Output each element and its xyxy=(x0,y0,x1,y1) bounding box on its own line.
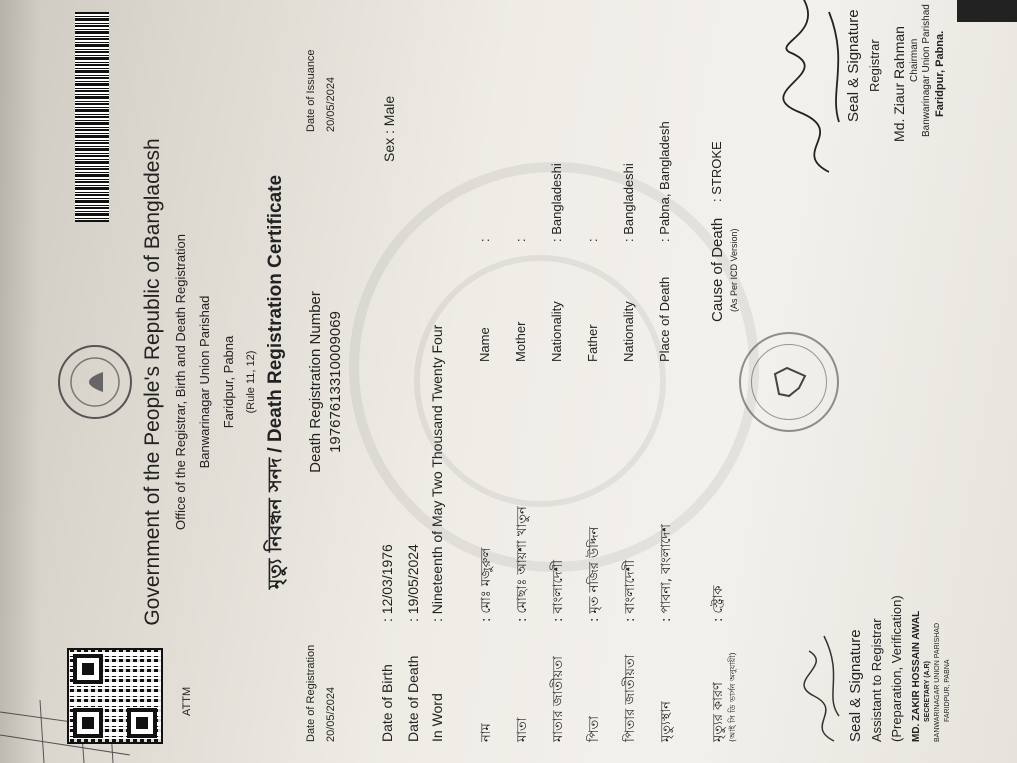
dod-value: : 19/05/2024 xyxy=(405,544,421,622)
right-name: Md. Ziaur Rahman xyxy=(891,26,907,142)
mother-label-en: Mother xyxy=(513,321,528,362)
left-loc: FARIDPUR, PABNA xyxy=(944,659,951,722)
left-handwritten-signature xyxy=(794,626,854,746)
barcode xyxy=(75,12,109,222)
left-name: MD. ZAKIR HOSSAIN AWAL xyxy=(911,610,922,742)
name-value-bn: : মোঃ মজুরুল xyxy=(479,547,494,622)
right-seal-signature-label: Seal & Signature xyxy=(845,9,862,122)
name-value-en: : xyxy=(477,238,492,242)
qr-code xyxy=(67,648,163,744)
in-word-label: In Word xyxy=(429,693,445,742)
left-role-detail: (Preparation, Verification) xyxy=(889,595,904,742)
left-seal-signature-label: Seal & Signature xyxy=(847,629,864,742)
mother-nationality-label-en: Nationality xyxy=(549,301,564,362)
date-of-issuance-value: 20/05/2024 xyxy=(325,76,337,132)
place-value-bn: : পাবনা, বাংলাদেশ xyxy=(659,524,674,622)
mother-nationality-value-bn: : বাংলাদেশী xyxy=(551,559,566,622)
certificate-title-bn: মৃত্যু নিবন্ধন সনদ xyxy=(264,457,286,590)
left-org: BANWARINAGAR UNION PARISHAD xyxy=(934,622,941,742)
in-word-value: : Nineteenth of May Two Thousand Twenty Four xyxy=(429,324,445,622)
right-title: Chairman xyxy=(909,38,920,82)
sex-value: Sex : Male xyxy=(381,95,397,162)
bangladesh-emblem-icon xyxy=(55,342,135,422)
left-role: Assistant to Registrar xyxy=(869,618,884,742)
watermark-seal-inner xyxy=(414,255,666,507)
name-label-bn: নাম xyxy=(479,723,494,742)
left-title: SECRETARY (A.R) xyxy=(924,661,931,722)
right-loc: Faridpur, Pabna. xyxy=(934,30,946,117)
father-value-bn: : মৃত নজির উদ্দিন xyxy=(587,526,602,622)
place-label-en: Place of Death xyxy=(657,276,672,362)
father-nationality-label-en: Nationality xyxy=(621,301,636,362)
mother-nationality-value-en: : Bangladeshi xyxy=(549,163,564,242)
union-parishad-stamp xyxy=(739,332,839,432)
rule-line: (Rule 11, 12) xyxy=(245,350,257,414)
date-of-registration-label: Date of Registration xyxy=(305,644,317,742)
cause-label-en: Cause of Death xyxy=(709,217,726,322)
father-nationality-value-en: : Bangladeshi xyxy=(621,163,636,242)
name-label-en: Name xyxy=(477,327,492,362)
certificate-title xyxy=(261,175,293,589)
certificate xyxy=(49,0,969,763)
cause-value-en: : STROKE xyxy=(709,141,724,202)
mother-value-en: : xyxy=(513,238,528,242)
father-nationality-label-bn: পিতার জাতীয়তা xyxy=(623,654,638,742)
mother-label-bn: মাতা xyxy=(515,717,530,742)
place-value-en: : Pabna, Bangladesh xyxy=(657,121,672,242)
bangladesh-map-icon xyxy=(769,362,809,402)
dod-label: Date of Death xyxy=(405,655,421,742)
right-org: Banwarinagar Union Parishad xyxy=(921,4,932,137)
father-label-bn: পিতা xyxy=(587,715,602,742)
certificate-title-en: Death Registration Certificate xyxy=(265,174,286,443)
mother-value-bn: : মোছাঃ আয়শা খাতুন xyxy=(515,506,530,622)
cause-value-bn: : স্ট্রোক xyxy=(711,585,726,622)
mother-nationality-label-bn: মাতার জাতীয়তা xyxy=(551,656,566,742)
union-line: Banwarinagar Union Parishad xyxy=(197,295,212,469)
office-line: Office of the Registrar, Birth and Death Registration xyxy=(173,233,188,531)
attm-label: ATTM xyxy=(181,686,193,716)
place-label-bn: মৃত্যুস্থান xyxy=(659,701,674,742)
date-of-registration-value: 20/05/2024 xyxy=(325,686,337,742)
government-title: Government of the People's Republic of Bangladesh xyxy=(141,138,164,626)
cause-note-en: (As Per ICD Version) xyxy=(729,228,739,312)
dob-label: Date of Birth xyxy=(379,664,395,742)
location-line: Faridpur, Pabna xyxy=(221,335,236,429)
top-left-shadow xyxy=(0,0,40,763)
father-value-en: : xyxy=(585,238,600,242)
dob-value: : 12/03/1976 xyxy=(379,544,395,622)
date-of-issuance-label: Date of Issuance xyxy=(305,49,317,132)
registration-number-value: 19767613310009069 xyxy=(327,311,344,453)
title-separator: / xyxy=(265,442,286,458)
father-label-en: Father xyxy=(585,324,600,362)
father-nationality-value-bn: : বাংলাদেশী xyxy=(623,559,638,622)
cause-label-bn: মৃত্যুর কারণ xyxy=(711,682,726,742)
registration-number-label: Death Registration Number xyxy=(307,291,324,473)
cause-note-bn: (আই সি ডি ভার্সন অনুযায়ী) xyxy=(728,652,737,742)
right-role: Registrar xyxy=(867,39,882,92)
